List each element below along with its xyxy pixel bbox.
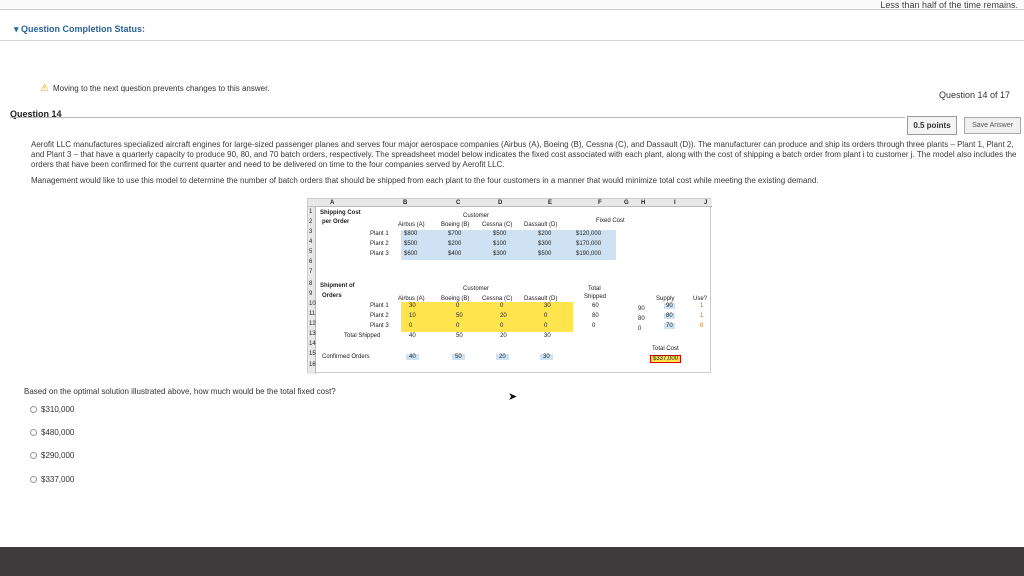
total-shipped-cell: 80 bbox=[592, 313, 599, 319]
ship-cell: 30 bbox=[544, 303, 551, 309]
ship-cell: 50 bbox=[456, 313, 463, 319]
total-cost-cell: $337,000 bbox=[650, 355, 681, 363]
supply-cell: 70 bbox=[666, 323, 673, 329]
confirmed-cell: 30 bbox=[540, 354, 553, 360]
row-header: 15 bbox=[309, 351, 316, 357]
col-header: F bbox=[598, 200, 602, 206]
row-header: 16 bbox=[309, 362, 316, 368]
use-label: Use? bbox=[693, 296, 708, 302]
warning-text: Moving to the next question prevents changes to this answer. bbox=[52, 84, 270, 93]
row-header: 3 bbox=[309, 229, 313, 235]
row-header: 4 bbox=[309, 239, 313, 245]
total-shipped-cell: 60 bbox=[592, 303, 599, 309]
cost-cell: $600 bbox=[404, 251, 418, 257]
total-shipped-cell: 20 bbox=[500, 333, 507, 339]
plant-label: Plant 2 bbox=[370, 313, 389, 319]
question-title: Question 14 bbox=[10, 109, 62, 119]
row-header: 6 bbox=[309, 259, 313, 265]
answer-option[interactable] bbox=[30, 405, 74, 414]
question-paragraph-2: Management would like to use this model to determine the number of batch orders that should be shipped from each plant to the four customers in a manner that would minimize total cost while meeting the existing demand. bbox=[31, 176, 819, 185]
spreadsheet-image bbox=[307, 198, 711, 373]
cost-cell: $400 bbox=[448, 251, 462, 257]
monitor-bezel bbox=[0, 547, 1024, 576]
row-header: 14 bbox=[309, 341, 316, 347]
row-header: 13 bbox=[309, 331, 316, 337]
question-divider bbox=[10, 117, 905, 118]
confirmed-orders-label: Confirmed Orders bbox=[322, 354, 370, 360]
ship-cell: 0 bbox=[544, 313, 548, 319]
row-header: 5 bbox=[309, 249, 313, 255]
total-shipped-cell: 0 bbox=[592, 323, 596, 329]
plant-label: Plant 3 bbox=[370, 323, 389, 329]
supply-label: Supply bbox=[656, 296, 675, 302]
total-label: Total bbox=[588, 286, 601, 292]
row-headers bbox=[308, 207, 316, 374]
shipment-of-label: Shipment of bbox=[320, 283, 355, 289]
orders-label: Orders bbox=[322, 293, 342, 299]
row-header: 12 bbox=[309, 321, 316, 327]
confirmed-cell: 50 bbox=[452, 354, 465, 360]
cost-cell: $500 bbox=[404, 241, 418, 247]
row-header: 11 bbox=[309, 311, 316, 317]
col-header: A bbox=[330, 200, 335, 206]
col-header: J bbox=[704, 200, 708, 206]
confirmed-cell: 20 bbox=[496, 354, 509, 360]
use-cell: 0 bbox=[700, 323, 704, 329]
cost-cell: $800 bbox=[404, 231, 418, 237]
cost-cell: $300 bbox=[493, 251, 507, 257]
ship-cell: 30 bbox=[409, 303, 416, 309]
total-shipped-cell: 30 bbox=[544, 333, 551, 339]
ship-cell: 0 bbox=[456, 303, 460, 309]
ship-cell: 20 bbox=[500, 313, 507, 319]
header-cessna: Cessna (C) bbox=[482, 296, 513, 302]
answer-label: $310,000 bbox=[41, 405, 75, 414]
cost-cell: $700 bbox=[448, 231, 462, 237]
divider bbox=[0, 40, 1024, 41]
question-paragraph-1: Aerofit LLC manufactures specialized aircraft engines for large-sized passenger planes and serves four major aerospace companies (Airbus (A), Boeing (B), Cessna (C), and Dassault (D)). The manufacturer can produce and ship its orders through three plants – Plant 1, Plant 2, and Plant 3 – that have a quarterly capacity to produce 90, 80, and 70 batch orders, respectively. The spreadsheet model below indicates the fixed cost associated with each plant, along with the cost of shipping a batch order from plant i to customer j. The model also includes the orders that have been confirmed for the current quarter and need to be delivered on time to the four companies served by Aerofit LLC. bbox=[31, 140, 1017, 169]
col-header: D bbox=[498, 200, 503, 206]
fixed-cost-label: Fixed Cost bbox=[596, 218, 625, 224]
header-boeing: Boeing (B) bbox=[441, 222, 470, 228]
time-remaining-text: Less than half of the time remains. bbox=[880, 0, 1018, 10]
ship-cell: 0 bbox=[500, 323, 504, 329]
col-header: G bbox=[624, 200, 629, 206]
radio-button[interactable] bbox=[30, 476, 37, 483]
header-airbus: Airbus (A) bbox=[398, 296, 425, 302]
col-header: I bbox=[674, 200, 676, 206]
fixed-cost-cell: $120,000 bbox=[576, 231, 602, 237]
warning-icon: ⚠ bbox=[40, 83, 49, 94]
answer-option[interactable] bbox=[30, 428, 74, 437]
confirmed-cell: 40 bbox=[406, 354, 419, 360]
cost-cell: $200 bbox=[448, 241, 462, 247]
question-body bbox=[31, 140, 1021, 192]
per-order-label: per Order bbox=[322, 219, 350, 225]
ship-cell: 0 bbox=[456, 323, 460, 329]
cost-cell: $200 bbox=[538, 231, 552, 237]
cost-cell: $500 bbox=[493, 231, 507, 237]
row-header: 9 bbox=[309, 291, 313, 297]
row-header: 1 bbox=[309, 209, 313, 215]
header-dassault: Dassault (D) bbox=[524, 296, 558, 302]
plant-label: Plant 1 bbox=[370, 303, 389, 309]
row-header: 8 bbox=[309, 281, 313, 287]
supply-cell: 80 bbox=[638, 316, 645, 322]
column-headers bbox=[308, 199, 712, 207]
col-header: H bbox=[641, 200, 646, 206]
customer-label: Customer bbox=[463, 286, 490, 292]
answer-label: $337,000 bbox=[41, 475, 75, 484]
shipped-label: Shipped bbox=[584, 294, 607, 300]
col-header: E bbox=[548, 200, 553, 206]
col-header: B bbox=[403, 200, 408, 206]
total-shipped-cell: 50 bbox=[456, 333, 463, 339]
supply-cell: 80 bbox=[666, 313, 673, 319]
use-cell: 1 bbox=[700, 313, 704, 319]
supply-cell: 90 bbox=[638, 306, 645, 312]
fixed-cost-cell: $190,000 bbox=[576, 251, 602, 257]
fixed-cost-cell: $170,000 bbox=[576, 241, 602, 247]
ship-cell: 0 bbox=[500, 303, 504, 309]
col-header: C bbox=[456, 200, 461, 206]
plant-label: Plant 2 bbox=[370, 241, 389, 247]
answer-option[interactable] bbox=[30, 475, 74, 484]
shipping-cost-label: Shipping Cost bbox=[320, 210, 361, 216]
row-header: 10 bbox=[309, 301, 316, 307]
supply-cell: 0 bbox=[638, 326, 642, 332]
total-shipped-cell: 40 bbox=[409, 333, 416, 339]
points-badge: 0.5 points bbox=[907, 116, 957, 135]
supply-cell: 90 bbox=[666, 303, 673, 309]
radio-button[interactable] bbox=[30, 452, 37, 459]
customer-label: Customer bbox=[463, 213, 490, 219]
ship-cell: 10 bbox=[409, 313, 416, 319]
save-answer-button[interactable]: Save Answer bbox=[964, 117, 1021, 134]
row-header: 7 bbox=[309, 269, 313, 275]
header-boeing: Boeing (B) bbox=[441, 296, 470, 302]
top-bar bbox=[0, 0, 1024, 10]
cost-cell: $500 bbox=[538, 251, 552, 257]
cost-cell: $300 bbox=[538, 241, 552, 247]
row-header: 2 bbox=[309, 219, 313, 225]
answer-option[interactable] bbox=[30, 451, 74, 460]
radio-button[interactable] bbox=[30, 429, 37, 436]
question-completion-status[interactable]: ▾ Question Completion Status: bbox=[14, 24, 146, 34]
ship-cell: 0 bbox=[544, 323, 548, 329]
plant-label: Plant 3 bbox=[370, 251, 389, 257]
answer-label: $290,000 bbox=[41, 451, 75, 460]
header-cessna: Cessna (C) bbox=[482, 222, 513, 228]
answer-label: $480,000 bbox=[41, 428, 75, 437]
ship-cell: 0 bbox=[409, 323, 413, 329]
cost-cell: $100 bbox=[493, 241, 507, 247]
header-airbus: Airbus (A) bbox=[398, 222, 425, 228]
total-cost-label: Total Cost bbox=[652, 346, 679, 352]
use-cell: 1 bbox=[700, 303, 704, 309]
plant-label: Plant 1 bbox=[370, 231, 389, 237]
mouse-pointer-icon: ➤ bbox=[508, 391, 518, 403]
header-dassault: Dassault (D) bbox=[524, 222, 558, 228]
radio-button[interactable] bbox=[30, 406, 37, 413]
question-position: Question 14 of 17 bbox=[938, 90, 1010, 100]
question-prompt: Based on the optimal solution illustrated above, how much would be the total fixed cost? bbox=[24, 387, 336, 396]
total-shipped-label: Total Shipped bbox=[344, 333, 381, 339]
warning-message bbox=[40, 83, 270, 94]
